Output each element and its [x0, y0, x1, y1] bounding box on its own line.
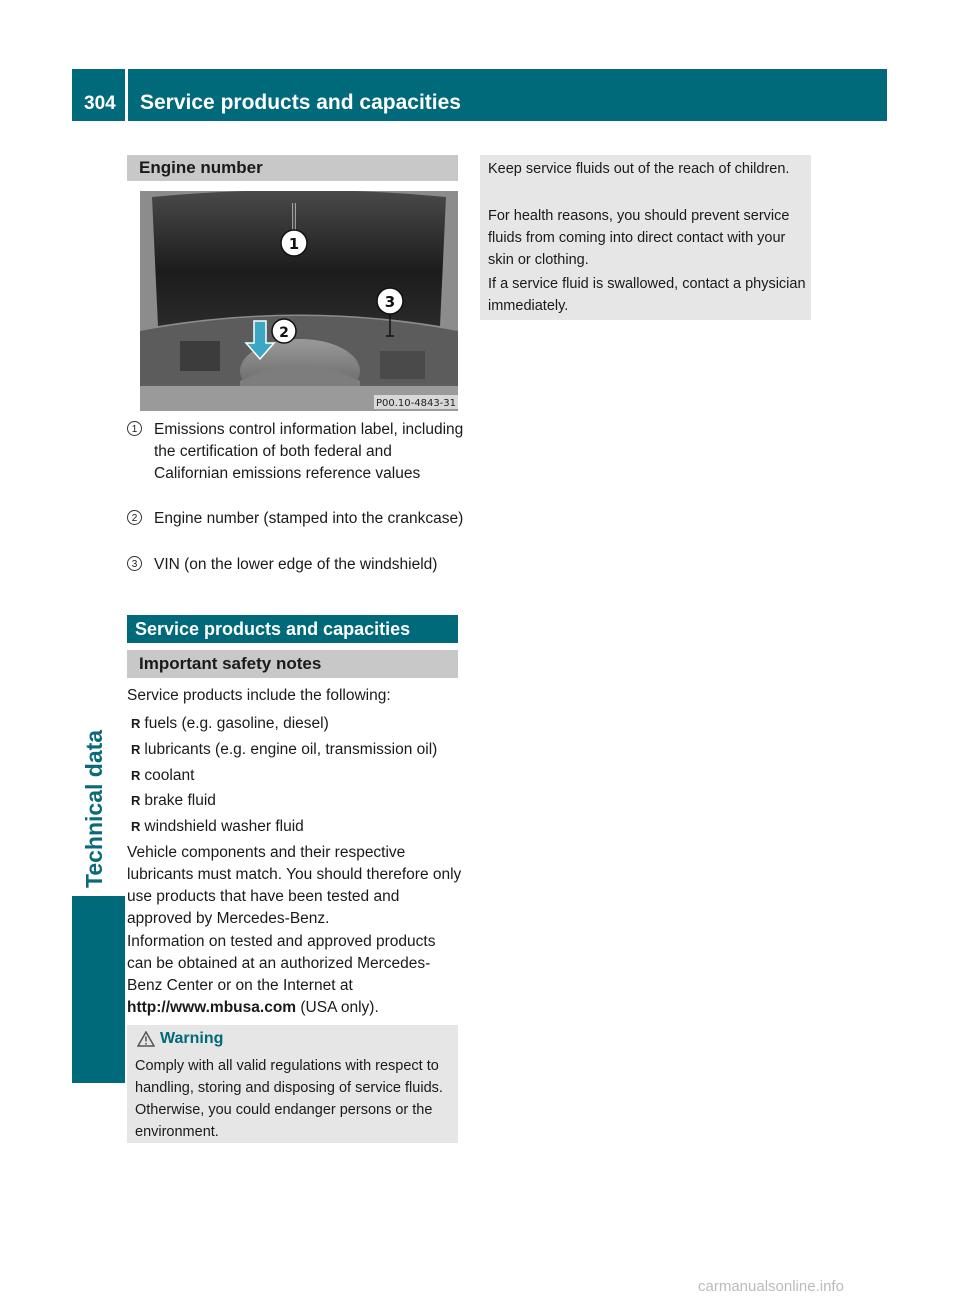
callout-1-label: 1 [288, 235, 300, 253]
website-link[interactable]: http://www.mbusa.com [127, 999, 297, 1016]
bullet-marker: R [131, 716, 141, 731]
legend-item-1 [127, 419, 462, 509]
warning-title: Warning [160, 1030, 224, 1047]
engine-bay-photo [140, 191, 458, 411]
note-paragraph-swallowed: If a service fluid is swallowed, contact a physician immediately. [488, 276, 806, 314]
list-item: R coolant [131, 767, 195, 784]
legend-text-3: VIN (on the lower edge of the windshield) [154, 556, 438, 573]
note-paragraph-health: For health reasons, you should prevent service fluids from coming into direct contact with your skin or clothing. [488, 208, 790, 268]
warning-text: Comply with all valid regulations with respect to handling, storing and disposing of service fluids. Otherwise, you could endanger persons or the environment. [135, 1058, 443, 1140]
legend-text-2: Engine number (stamped into the crankcase) [154, 510, 464, 527]
list-item: R brake fluid [131, 792, 216, 809]
paragraph-lubricants: Vehicle components and their respective lubricants must match. You should therefore only use products that have been tested and approved by Mercedes-Benz. [127, 844, 462, 927]
bullet-marker: R [131, 793, 141, 808]
photo-code: P00.10-4843-31 [375, 398, 457, 409]
legend-number-3: 3 [127, 556, 142, 571]
callout-3-label: 3 [384, 293, 396, 311]
legend-number-1: 1 [127, 421, 142, 436]
list-item: R lubricants (e.g. engine oil, transmission oil) [131, 741, 438, 758]
paragraph-approved-products: Information on tested and approved products can be obtained at an authorized Mercedes-Benz Center or on the Internet at http://www.mbusa.com (USA only). [127, 933, 436, 1016]
section-heading-engine-number: Engine number [127, 155, 458, 181]
legend-text-1: Emissions control information label, including the certification of both federal and Californian emissions reference values [154, 421, 464, 482]
intro-text: Service products include the following: [127, 687, 391, 704]
watermark: carmanualsonline.info [698, 1278, 844, 1295]
warning-triangle-icon [137, 1031, 155, 1047]
section-heading-service-products: Service products and capacities [127, 615, 458, 643]
side-tab [72, 896, 125, 1083]
page-number: 304 [84, 93, 116, 114]
note-paragraph-children: Keep service fluids out of the reach of children. [488, 161, 790, 177]
bullet-marker: R [131, 768, 141, 783]
legend-number-2: 2 [127, 510, 142, 525]
subsection-heading-safety-notes: Important safety notes [127, 650, 458, 678]
list-item: R fuels (e.g. gasoline, diesel) [131, 715, 329, 732]
legend-item-2 [127, 508, 462, 554]
page-title: Service products and capacities [140, 91, 461, 114]
bullet-marker: R [131, 819, 141, 834]
legend-item-3 [127, 554, 462, 578]
header-divider [125, 69, 128, 121]
list-item: R windshield washer fluid [131, 818, 304, 835]
callout-2-label: 2 [279, 325, 289, 341]
bullet-marker: R [131, 742, 141, 757]
side-tab-label: Technical data [81, 729, 107, 888]
